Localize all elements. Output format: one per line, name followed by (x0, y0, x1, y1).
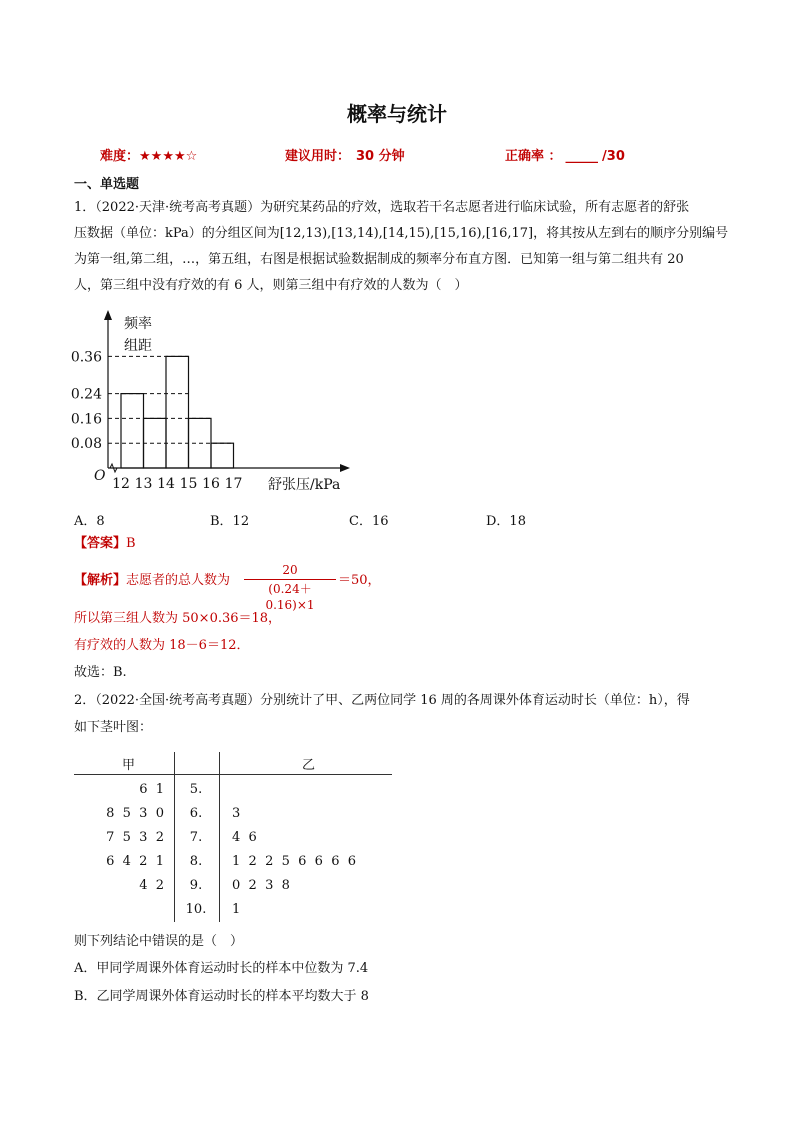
fraction-denominator: (0.24＋0.16)×1 (265, 582, 315, 612)
y-axis-arrow (104, 310, 112, 320)
time-label: 建议用时： (285, 149, 351, 164)
q1-line3: 为第一组,第二组，…，第五组，右图是根据试验数据制成的频率分布直方图．已知第一组与第二组共有 20 (74, 252, 684, 267)
stem-leaf-left-leaves: 6 4 2 1 (106, 854, 164, 869)
x-axis-label: 舒张压/kPa (268, 477, 341, 493)
section-heading: 一、单选题 (74, 177, 140, 192)
stem-leaf-left-leaves: 8 5 3 0 (106, 806, 164, 821)
stem-leaf-left-leaves: 4 2 (139, 878, 164, 893)
analysis-text: 志愿者的总人数为 (126, 573, 231, 588)
stem-leaf-right-leaves: 1 2 2 5 6 6 6 6 (232, 854, 357, 869)
stem-leaf-plot (74, 752, 392, 924)
x-axis-arrow (340, 464, 350, 472)
stem-leaf-stem: 9. (189, 878, 203, 893)
histogram-bar (211, 443, 234, 468)
origin-label: O (94, 468, 106, 484)
q1-answer (74, 531, 136, 557)
stem-leaf-stem: 10. (185, 902, 207, 917)
stem-leaf-header-right: 乙 (302, 758, 316, 773)
q2-option-a: A．甲同学周课外体育运动时长的样本中位数为 7.4 (74, 961, 369, 976)
y-tick-label: 0.24 (70, 386, 102, 403)
stem-leaf-header-left: 甲 (122, 758, 136, 773)
fraction-bar (244, 579, 336, 580)
stem-leaf-stem: 6. (189, 806, 203, 821)
q1-analysis (74, 568, 230, 594)
answer-value: B (126, 536, 136, 551)
difficulty-stars: ★★★★☆ (139, 149, 198, 164)
stem-leaf-header-rule (74, 774, 392, 775)
x-tick-label: 15 (179, 476, 198, 492)
q1-line2: 压数据（单位：kPa）的分组区间为[12,13),[13,14),[14,15),[15,16),[16,17]，将其按从左到右的顺序分别编号 (74, 226, 729, 241)
stem-leaf-right-leaves: 3 (232, 806, 241, 821)
stem-leaf-left-leaves: 6 1 (139, 782, 164, 797)
q2-line1: 2．（2022·全国·统考高考真题）分别统计了甲、乙两位同学 16 周的各周课外体育运动时长（单位：h），得 (74, 693, 690, 708)
x-tick-label: 14 (157, 476, 175, 492)
stem-leaf-left-leaves: 7 5 3 2 (106, 830, 164, 845)
x-tick-label: 13 (134, 476, 153, 492)
y-label-bottom: 组距 (124, 338, 152, 354)
x-tick-label: 17 (224, 476, 243, 492)
accuracy (505, 145, 625, 164)
q2-option-b: B．乙同学周课外体育运动时长的样本平均数大于 8 (74, 989, 369, 1004)
stem-leaf-right-leaves: 0 2 3 8 (232, 878, 290, 893)
histogram-bar (166, 356, 189, 468)
q1-option-c: C．16 (349, 514, 389, 529)
analysis-label: 【解析】 (74, 573, 127, 588)
q1-line1: 1．（2022·天津·统考高考真题）为研究某药品的疗效，选取若干名志愿者进行临床试验，所有志愿者的舒张 (74, 200, 690, 215)
analysis-step2: 所以第三组人数为 50×0.36＝18， (74, 611, 282, 626)
analysis-conclusion: 故选：B. (74, 665, 127, 680)
fraction-result: ＝50， (338, 573, 381, 588)
y-tick-label: 0.08 (70, 436, 102, 453)
fraction-numerator: 20 (282, 563, 298, 577)
y-label-top: 频率 (124, 316, 152, 332)
stem-leaf-divider-left (174, 752, 175, 922)
stem-leaf-stem: 7. (189, 830, 203, 845)
histogram-bar (121, 394, 144, 468)
stem-leaf-right-leaves: 1 (232, 902, 241, 917)
y-tick-label: 0.16 (70, 411, 102, 428)
page-title: 概率与统计 (347, 102, 447, 126)
x-tick-label: 16 (202, 476, 220, 492)
time-value: 30 分钟 (356, 149, 405, 164)
stem-leaf-divider-right (219, 752, 220, 922)
q2-line2: 如下茎叶图： (74, 720, 153, 735)
difficulty-label: 难度： (100, 149, 140, 164)
q1-line4: 人，第三组中没有疗效的有 6 人，则第三组中有疗效的人数为（ ） (74, 278, 468, 293)
answer-label: 【答案】 (74, 536, 127, 551)
q1-option-d: D．18 (486, 514, 526, 529)
q2-question: 则下列结论中错误的是（ ） (74, 934, 244, 949)
accuracy-label: 正确率 ： (505, 149, 562, 164)
stem-leaf-stem: 5. (189, 782, 203, 797)
accuracy-total: /30 (602, 149, 625, 164)
y-tick-label: 0.36 (70, 349, 102, 366)
stem-leaf-stem: 8. (189, 854, 203, 869)
accuracy-blank: _____ (565, 149, 599, 164)
x-tick-label: 12 (112, 476, 130, 492)
difficulty (100, 145, 197, 164)
suggested-time (285, 145, 405, 164)
q1-option-b: B．12 (210, 514, 250, 529)
analysis-step3: 有疗效的人数为 18－6＝12． (74, 638, 250, 653)
q1-option-a: A．8 (74, 514, 105, 529)
histogram-chart (70, 308, 370, 498)
stem-leaf-right-leaves: 4 6 (232, 830, 257, 845)
